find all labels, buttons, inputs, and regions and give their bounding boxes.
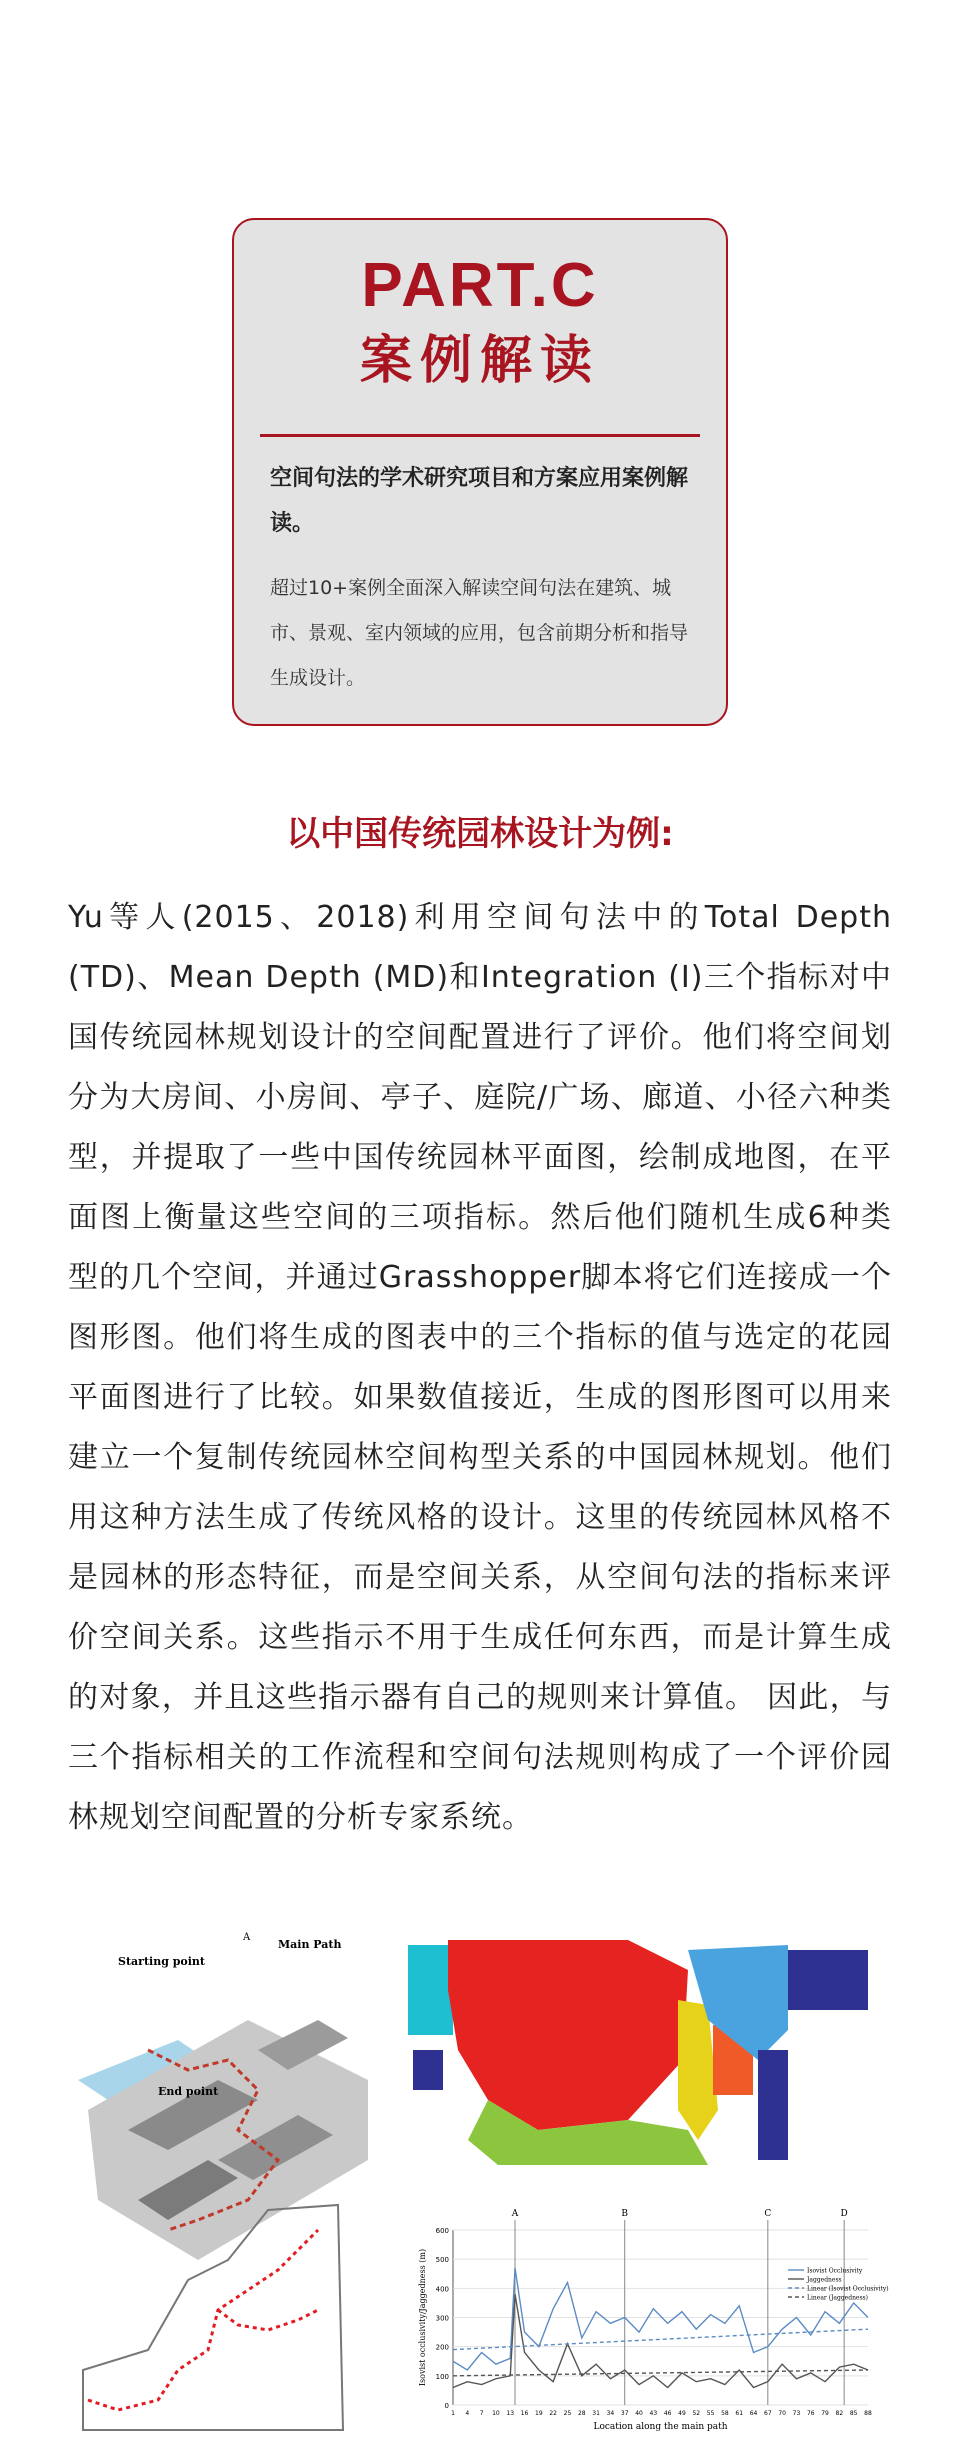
map-region-cyan — [408, 1945, 453, 2035]
card-description: 超过10+案例全面深入解读空间句法在建筑、城市、景观、室内领域的应用，包含前期分析和指导生成设计。 — [270, 577, 689, 689]
x-tick-label: 19 — [535, 2410, 543, 2417]
y-tick-label: 600 — [435, 2227, 449, 2235]
x-tick-label: 73 — [792, 2410, 801, 2417]
main-path-label: Main Path — [278, 1938, 342, 1951]
x-tick-label: 25 — [563, 2410, 572, 2417]
x-tick-label: 37 — [620, 2410, 629, 2417]
y-tick-label: 400 — [435, 2285, 449, 2294]
x-tick-label: 7 — [479, 2410, 484, 2417]
x-tick-label: 31 — [592, 2410, 600, 2417]
x-tick-label: 43 — [649, 2410, 658, 2417]
x-tick-label: 85 — [849, 2410, 858, 2417]
x-tick-label: 13 — [506, 2410, 515, 2417]
line-chart — [418, 2209, 889, 2432]
card-divider — [260, 434, 700, 437]
x-tick-label: 76 — [806, 2410, 815, 2417]
x-axis-label: Location along the main path — [593, 2422, 728, 2432]
figure-panel — [68, 1930, 892, 2450]
x-tick-label: 70 — [778, 2410, 786, 2417]
x-tick-label: 82 — [835, 2410, 844, 2417]
x-tick-label: 1 — [451, 2410, 455, 2417]
x-tick-label: 34 — [606, 2410, 615, 2417]
colored-plan-map — [408, 1935, 878, 2170]
x-tick-label: 58 — [721, 2410, 729, 2417]
x-tick-label: 79 — [821, 2410, 829, 2417]
x-tick-label: 88 — [864, 2410, 872, 2417]
x-tick-label: 46 — [663, 2410, 672, 2417]
x-tick-label: 22 — [549, 2410, 557, 2417]
figure-svg — [68, 1930, 892, 2450]
x-tick-label: 52 — [692, 2410, 701, 2417]
part-c-card — [232, 218, 728, 726]
map-region-navy — [413, 2050, 443, 2090]
y-tick-label: 500 — [435, 2256, 449, 2265]
x-tick-label: 16 — [520, 2410, 529, 2417]
marker-label: A — [511, 2209, 519, 2219]
route-path-branch — [218, 2310, 318, 2330]
legend-label: Isovist Occlusivity — [807, 2267, 863, 2275]
body-paragraph: Yu等人(2015、2018)利用空间句法中的Total Depth (TD)、Mean Depth (MD)和Integration (I)三个指标对中国传统园林规划设计的空间配置进行了评价。他们将空间划分为大房间、小房间、亭子、庭院/广场、廊道、小径六种类型，并提取了一些中国传统园林平面图，绘制成地图，在平面图上衡量这些空间的三项指标。然后他们随机生成6种类型的几个空间，并通过Grasshopper脚本将它们连接成一个图形图。他们将生成的图表中的三个指标的值与选定的花园平面图进行了比较。如果数值接近，生成的图形图可以用来建立一个复制传统园林空间构型关系的中国园林规划。他们用这种方法生成了传统风格的设计。这里的传统园林风格不是园林的形态特征，而是空间关系，从空间句法的指标来评价空间关系。这些指示不用于生成任何东西，而是计算生成的对象，并且这些指示器有自己的规则来计算值。 因此，与三个指标相关的工作流程和空间句法规则构成了一个评价园林规划空间配置的分析专家系统。 — [68, 900, 892, 1835]
y-tick-label: 300 — [435, 2314, 449, 2323]
marker-label: C — [764, 2209, 772, 2219]
x-tick-label: 61 — [735, 2410, 744, 2417]
y-axis-label: Isovist occlusivity/Jaggedness (m) — [418, 2248, 427, 2387]
x-tick-label: 10 — [492, 2410, 500, 2417]
marker-a-label: A — [243, 1932, 251, 1943]
starting-point-label: Starting point — [118, 1955, 206, 1968]
map-region-navy — [788, 1950, 868, 2010]
x-tick-label: 40 — [635, 2410, 643, 2417]
end-point-label: End point — [158, 2085, 219, 2098]
part-title: PART.C — [361, 251, 599, 320]
x-tick-label: 55 — [706, 2410, 715, 2417]
x-tick-label: 67 — [764, 2410, 772, 2417]
x-tick-label: 64 — [749, 2410, 758, 2417]
x-tick-label: 4 — [465, 2410, 470, 2417]
y-tick-label: 200 — [435, 2343, 449, 2352]
legend-label: Jaggedness — [807, 2276, 842, 2284]
axonometric-garden-diagram — [78, 1932, 368, 2260]
marker-label: D — [840, 2209, 848, 2219]
card-lead-text: 空间句法的学术研究项目和方案应用案例解读。 — [270, 466, 689, 536]
x-tick-label: 49 — [678, 2410, 686, 2417]
part-subtitle: 案例解读 — [359, 331, 600, 391]
y-tick-label: 0 — [444, 2402, 449, 2410]
x-tick-label: 28 — [577, 2410, 586, 2417]
legend-label: Linear (Jaggedness) — [807, 2294, 868, 2302]
y-tick-label: 100 — [435, 2372, 449, 2381]
marker-label: B — [621, 2209, 629, 2219]
garden-base — [88, 2020, 368, 2260]
legend-label: Linear (Isovist Occlusivity) — [807, 2285, 889, 2293]
map-region-navy — [758, 2050, 788, 2160]
section-heading: 以中国传统园林设计为例: — [286, 814, 674, 854]
